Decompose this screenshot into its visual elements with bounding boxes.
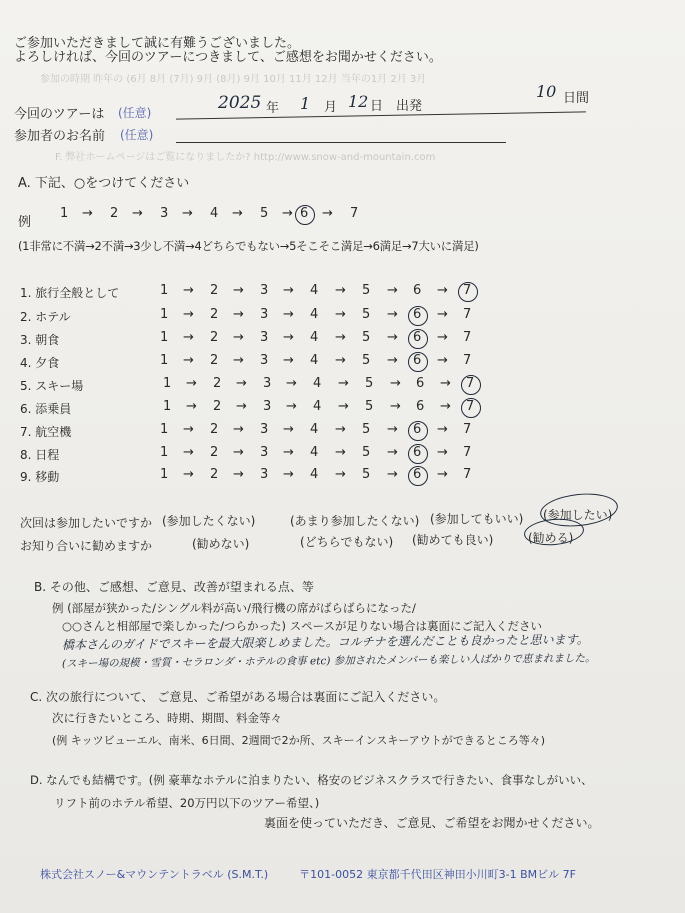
- sectionB-example2: ○○さんと相部屋で楽しかった/つらかった) スペースが足りない場合は裏面にご記入ください: [62, 619, 543, 633]
- rating-item-4-arrow: →: [437, 353, 448, 368]
- rating-item-2-option-2[interactable]: 2: [210, 307, 219, 322]
- recommend-opt-1[interactable]: (勧めない): [192, 537, 250, 551]
- rating-item-4-option-5[interactable]: 5: [362, 353, 371, 368]
- rating-item-7-arrow: →: [335, 422, 346, 437]
- rating-item-3-arrow: →: [183, 330, 194, 345]
- rating-item-5-option-5[interactable]: 5: [365, 376, 374, 391]
- rating-item-8-arrow: →: [437, 445, 448, 460]
- example-arrow: →: [182, 206, 193, 221]
- rating-item-7-option-6[interactable]: 6: [413, 422, 422, 437]
- rating-item-1-arrow: →: [437, 283, 448, 298]
- rating-item-1-option-1[interactable]: 1: [160, 283, 169, 298]
- rating-item-8-arrow: →: [387, 445, 398, 460]
- example-option-5: 5: [260, 206, 269, 221]
- tour-days[interactable]: 10: [536, 82, 557, 101]
- sectionB-example1: 例 (部屋が狭かった/シングル料が高い/飛行機の席がばらばらになった/: [52, 601, 416, 615]
- rating-item-8-arrow: →: [283, 445, 294, 460]
- rating-item-6-option-6[interactable]: 6: [416, 399, 425, 414]
- rating-item-5-option-4[interactable]: 4: [313, 376, 322, 391]
- rating-item-label: 4. 夕食: [20, 356, 60, 370]
- rating-item-9-option-5[interactable]: 5: [362, 467, 371, 482]
- rating-item-6-arrow: →: [338, 399, 349, 414]
- rating-item-9-option-1[interactable]: 1: [160, 467, 169, 482]
- rating-item-9-option-3[interactable]: 3: [260, 467, 269, 482]
- rating-item-2-option-1[interactable]: 1: [160, 307, 169, 322]
- rating-item-3-arrow: →: [335, 330, 346, 345]
- rating-item-8-option-5[interactable]: 5: [362, 445, 371, 460]
- rating-item-2-option-7[interactable]: 7: [463, 307, 472, 322]
- example-arrow: →: [322, 206, 333, 221]
- rating-item-3-arrow: →: [233, 330, 244, 345]
- rating-item-2-arrow: →: [183, 307, 194, 322]
- rating-item-3-arrow: →: [283, 330, 294, 345]
- sectionB-title: B. その他、ご感想、ご意見、改善が望まれる点、等: [34, 580, 314, 594]
- rating-item-1-option-7[interactable]: 7: [463, 283, 472, 298]
- rating-item-5-option-7[interactable]: 7: [466, 376, 475, 391]
- scale-legend: (1非常に不満→2不満→3少し不満→4どちらでもない→5そこそこ満足→6満足→7大いに満足): [18, 239, 479, 253]
- rating-item-7-arrow: →: [183, 422, 194, 437]
- rating-item-2-arrow: →: [437, 307, 448, 322]
- rating-item-7-option-1[interactable]: 1: [160, 422, 169, 437]
- rating-item-9-option-4[interactable]: 4: [310, 467, 319, 482]
- rating-item-1-arrow: →: [335, 283, 346, 298]
- tour-year[interactable]: 2025: [218, 93, 262, 113]
- rating-item-4-arrow: →: [387, 353, 398, 368]
- recommend-opt-3[interactable]: (勧めても良い): [412, 533, 494, 547]
- rating-item-3-arrow: →: [387, 330, 398, 345]
- rating-item-7-option-3[interactable]: 3: [260, 422, 269, 437]
- tour-optional: (任意): [118, 106, 152, 120]
- bleed-through: 参加の時期 昨年の (6月 8月 (7月) 9月 (8月) 9月 10月 11月 12月 当年の1月 2月 3月: [40, 74, 427, 85]
- rating-item-5-option-6[interactable]: 6: [416, 376, 425, 391]
- tour-month-unit: 月: [324, 100, 338, 115]
- rating-item-4-arrow: →: [233, 353, 244, 368]
- rating-item-2-arrow: →: [233, 307, 244, 322]
- next-opt-1[interactable]: (参加したくない): [162, 514, 256, 528]
- rating-item-7-option-2[interactable]: 2: [210, 422, 219, 437]
- rating-item-1-arrow: →: [387, 283, 398, 298]
- rating-item-8-option-4[interactable]: 4: [310, 445, 319, 460]
- sectionC-title: C. 次の旅行について、 ご意見、ご希望がある場合は裏面にご記入ください。: [30, 690, 446, 704]
- rating-item-9-arrow: →: [283, 467, 294, 482]
- example-arrow: →: [282, 206, 293, 221]
- rating-item-9-arrow: →: [437, 467, 448, 482]
- rating-item-9-arrow: →: [233, 467, 244, 482]
- rating-item-6-arrow: →: [286, 399, 297, 414]
- example-option-4: 4: [210, 206, 219, 221]
- tour-month[interactable]: 1: [300, 94, 311, 113]
- rating-item-2-option-3[interactable]: 3: [260, 307, 269, 322]
- rating-item-7-arrow: →: [233, 422, 244, 437]
- rating-item-4-option-4[interactable]: 4: [310, 353, 319, 368]
- comment-line-1[interactable]: 橋本さんのガイドでスキーを最大限楽しめました。コルチナを選んだことも良かったと思います。: [61, 632, 589, 652]
- rating-item-9-arrow: →: [335, 467, 346, 482]
- rating-item-1-arrow: →: [183, 283, 194, 298]
- example-option-6: 6: [300, 206, 309, 221]
- rating-item-1-arrow: →: [283, 283, 294, 298]
- rating-item-label: 1. 旅行全般として: [20, 286, 120, 300]
- example-option-2: 2: [110, 206, 119, 221]
- recommend-question: お知り合いに勧めますか: [20, 539, 153, 553]
- tour-day[interactable]: 12: [348, 92, 369, 111]
- rating-item-2-arrow: →: [387, 307, 398, 322]
- rating-item-4-arrow: →: [335, 353, 346, 368]
- rating-item-6-option-5[interactable]: 5: [365, 399, 374, 414]
- rating-item-6-option-7[interactable]: 7: [466, 399, 475, 414]
- rating-item-6-arrow: →: [440, 399, 451, 414]
- example-arrow: →: [232, 206, 243, 221]
- rating-item-6-arrow: →: [236, 399, 247, 414]
- rating-item-8-option-2[interactable]: 2: [210, 445, 219, 460]
- rating-item-5-arrow: →: [286, 376, 297, 391]
- rating-item-8-arrow: →: [233, 445, 244, 460]
- rating-item-7-option-7[interactable]: 7: [463, 422, 472, 437]
- rating-item-7-arrow: →: [283, 422, 294, 437]
- rating-item-2-option-5[interactable]: 5: [362, 307, 371, 322]
- rating-item-6-arrow: →: [390, 399, 401, 414]
- rating-item-1-option-3[interactable]: 3: [260, 283, 269, 298]
- rating-item-1-option-6[interactable]: 6: [413, 283, 422, 298]
- rating-item-label: 3. 朝食: [20, 333, 60, 347]
- request-text: よろしければ、今回のツアーにつきまして、ご感想をお聞かせください。: [14, 50, 442, 65]
- rating-item-3-option-1[interactable]: 1: [160, 330, 169, 345]
- rating-item-label: 2. ホテル: [20, 310, 71, 324]
- rating-item-3-option-4[interactable]: 4: [310, 330, 319, 345]
- rating-item-4-option-6[interactable]: 6: [413, 353, 422, 368]
- recommend-opt-4[interactable]: (勧める): [528, 531, 574, 545]
- next-opt-3[interactable]: (参加してもいい): [430, 512, 524, 526]
- rating-item-1-option-2[interactable]: 2: [210, 283, 219, 298]
- rating-item-4-arrow: →: [183, 353, 194, 368]
- bleed-through-2: F. 弊社ホームページはご覧になりましたか? http://www.snow-and-mountain.com: [55, 152, 436, 163]
- sectionC-line1: 次に行きたいところ、時期、期間、料金等々: [52, 711, 282, 725]
- rating-item-label: 6. 添乗員: [20, 402, 72, 416]
- rating-item-2-arrow: →: [283, 307, 294, 322]
- rating-item-5-option-1[interactable]: 1: [163, 376, 172, 391]
- rating-item-5-arrow: →: [236, 376, 247, 391]
- rating-item-1-arrow: →: [233, 283, 244, 298]
- rating-item-4-arrow: →: [283, 353, 294, 368]
- rating-item-label: 7. 航空機: [20, 425, 72, 439]
- next-question: 次回は参加したいですか: [20, 516, 153, 530]
- example-arrow: →: [82, 206, 93, 221]
- rating-item-4-option-2[interactable]: 2: [210, 353, 219, 368]
- rating-item-2-option-6[interactable]: 6: [413, 307, 422, 322]
- example-arrow: →: [132, 206, 143, 221]
- rating-item-5-arrow: →: [338, 376, 349, 391]
- sectionD-title: D. なんでも結構です。(例 豪華なホテルに泊まりたい、格安のビジネスクラスで行きたい、食事なしがいい、: [30, 773, 593, 787]
- rating-item-6-option-3[interactable]: 3: [263, 399, 272, 414]
- rating-item-9-arrow: →: [387, 467, 398, 482]
- rating-item-8-option-7[interactable]: 7: [463, 445, 472, 460]
- rating-item-1-option-5[interactable]: 5: [362, 283, 371, 298]
- rating-item-5-option-3[interactable]: 3: [263, 376, 272, 391]
- rating-item-3-option-3[interactable]: 3: [260, 330, 269, 345]
- rating-item-3-option-2[interactable]: 2: [210, 330, 219, 345]
- rating-item-9-option-7[interactable]: 7: [463, 467, 472, 482]
- example-label: 例: [18, 215, 32, 230]
- sectionC-line2: (例 キッツビューエル、南米、6日間、2週間で2か所、スキーインスキーアウトができるところ等々): [52, 734, 546, 747]
- rating-item-7-arrow: →: [437, 422, 448, 437]
- rating-item-7-arrow: →: [387, 422, 398, 437]
- sectionD-line1: リフト前のホテル希望、20万円以下のツアー希望、): [54, 796, 320, 810]
- rating-item-9-option-6[interactable]: 6: [413, 467, 422, 482]
- sectionD-line2: 裏面を使っていただき、ご意見、ご希望をお聞かせください。: [264, 816, 600, 830]
- rating-item-8-option-3[interactable]: 3: [260, 445, 269, 460]
- thanks-text: ご参加いただきまして誠に有難うございました。: [14, 36, 301, 51]
- next-opt-4[interactable]: (参加したい): [543, 508, 613, 522]
- tour-year-unit: 年: [266, 101, 280, 116]
- rating-item-3-option-7[interactable]: 7: [463, 330, 472, 345]
- participant-label: 参加者のお名前: [14, 129, 106, 144]
- rating-item-label: 8. 日程: [20, 448, 60, 462]
- company-address: 〒101-0052 東京都千代田区神田小川町3-1 BMビル 7F: [299, 868, 576, 881]
- rating-item-6-option-1[interactable]: 1: [163, 399, 172, 414]
- rating-item-9-option-2[interactable]: 2: [210, 467, 219, 482]
- participant-underline: [176, 142, 506, 143]
- rating-item-5-option-2[interactable]: 2: [213, 376, 222, 391]
- rating-item-8-arrow: →: [335, 445, 346, 460]
- rating-item-label: 9. 移動: [20, 470, 60, 484]
- next-opt-2[interactable]: (あまり参加したくない): [290, 514, 420, 528]
- rating-item-6-option-4[interactable]: 4: [313, 399, 322, 414]
- tour-depart: 出発: [396, 99, 423, 114]
- example-option-7: 7: [350, 206, 359, 221]
- sectionA-title: A. 下記、○をつけてください: [18, 176, 190, 191]
- rating-item-3-arrow: →: [437, 330, 448, 345]
- comment-line-2[interactable]: (スキー場の規模・雪質・セラロンダ・ホテルの食事 etc) 参加されたメンバーも楽しい人ばかりで恵まれました。: [61, 652, 596, 670]
- rating-item-8-option-1[interactable]: 1: [160, 445, 169, 460]
- company-name: 株式会社スノー&マウンテントラベル (S.M.T.): [40, 868, 269, 881]
- rating-item-6-option-2[interactable]: 2: [213, 399, 222, 414]
- rating-item-4-option-1[interactable]: 1: [160, 353, 169, 368]
- rating-item-4-option-3[interactable]: 3: [260, 353, 269, 368]
- rating-item-2-arrow: →: [335, 307, 346, 322]
- tour-days-unit: 日間: [563, 91, 590, 106]
- rating-item-2-option-4[interactable]: 4: [310, 307, 319, 322]
- rating-item-5-arrow: →: [186, 376, 197, 391]
- rating-item-6-arrow: →: [186, 399, 197, 414]
- rating-item-5-arrow: →: [440, 376, 451, 391]
- rating-item-label: 5. スキー場: [20, 379, 84, 393]
- rating-item-5-arrow: →: [390, 376, 401, 391]
- rating-item-8-option-6[interactable]: 6: [413, 445, 422, 460]
- rating-item-3-option-5[interactable]: 5: [362, 330, 371, 345]
- tour-day-unit: 日: [370, 99, 384, 114]
- company-footer: [40, 866, 576, 882]
- example-option-3: 3: [160, 206, 169, 221]
- rating-item-8-arrow: →: [183, 445, 194, 460]
- rating-item-4-option-7[interactable]: 7: [463, 353, 472, 368]
- rating-item-1-option-4[interactable]: 4: [310, 283, 319, 298]
- tour-label: 今回のツアーは: [14, 107, 105, 122]
- rating-item-3-option-6[interactable]: 6: [413, 330, 422, 345]
- participant-optional: (任意): [120, 128, 154, 142]
- rating-item-9-arrow: →: [183, 467, 194, 482]
- example-option-1: 1: [60, 206, 69, 221]
- recommend-opt-2[interactable]: (どちらでもない): [300, 535, 394, 549]
- rating-item-7-option-4[interactable]: 4: [310, 422, 319, 437]
- rating-item-7-option-5[interactable]: 5: [362, 422, 371, 437]
